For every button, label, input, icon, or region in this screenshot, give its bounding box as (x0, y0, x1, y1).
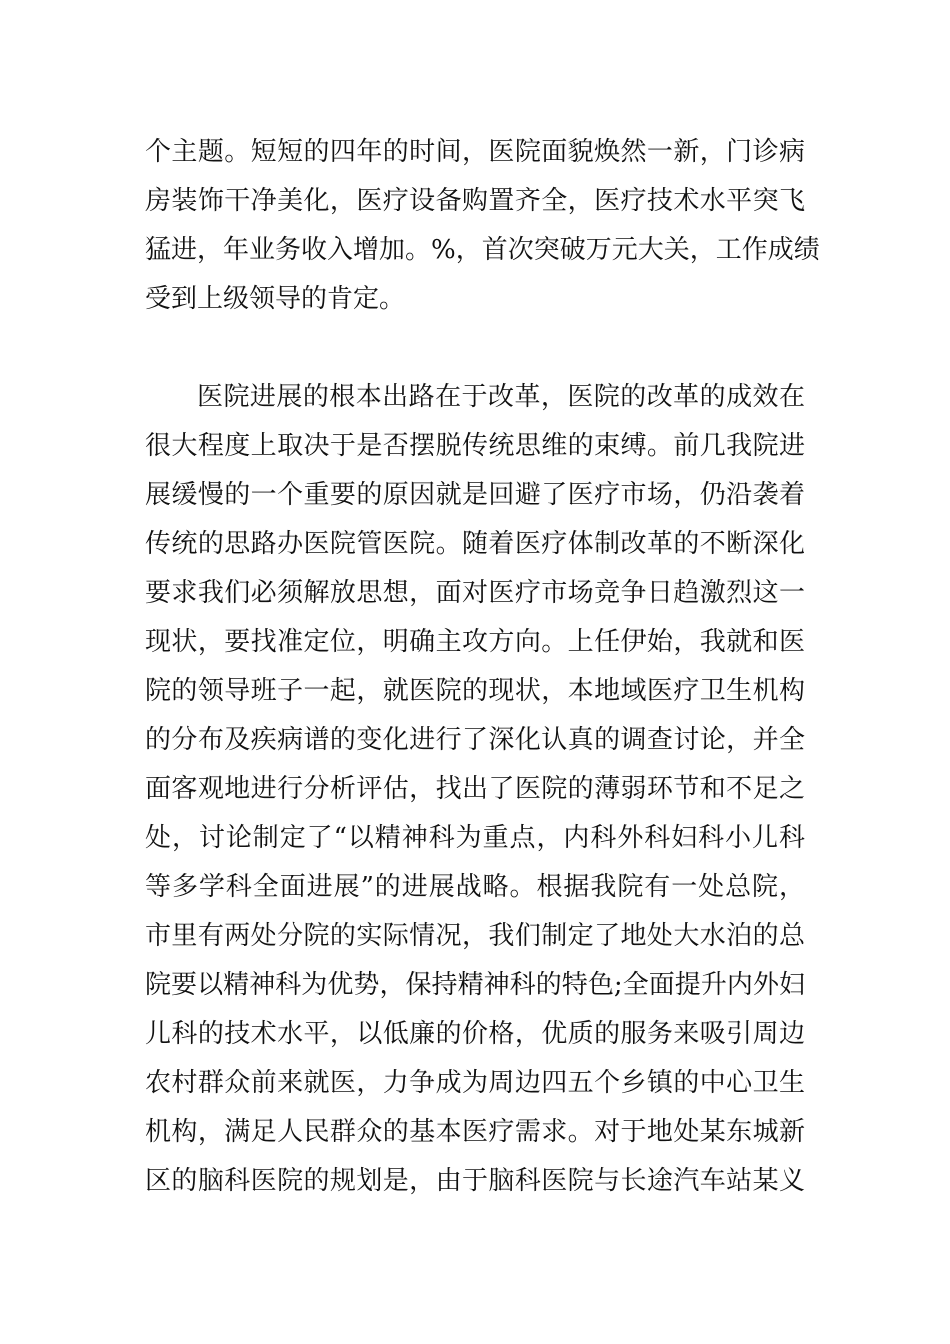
text-line: 市里有两处分院的实际情况，我们制定了地处大水泊的总 (145, 921, 805, 951)
text-line: 很大程度上取决于是否摆脱传统思维的束缚。前几我院进 (145, 431, 805, 461)
text-line: 个主题。短短的四年的时间，医院面貌焕然一新，门诊病 (145, 137, 805, 167)
text-line: 农村群众前来就医，力争成为周边四五个乡镇的中心卫生 (145, 1068, 805, 1098)
text-line: 处，讨论制定了“以精神科为重点，内科外科妇科小儿科 (145, 823, 805, 853)
text-line: 传统的思路办医院管医院。随着医疗体制改革的不断深化 (145, 529, 805, 559)
paragraph-1 (145, 128, 820, 324)
text-line: 院要以精神科为优势，保持精神科的特色;全面提升内外妇 (145, 970, 805, 1000)
text-line: 医院进展的根本出路在于改革，医院的改革的成效在 (197, 382, 805, 412)
text-line: 区的脑科医院的规划是，由于脑科医院与长途汽车站某义 (145, 1166, 805, 1196)
text-line: 面客观地进行分析评估，找出了医院的薄弱环节和不足之 (145, 774, 805, 804)
text-line: 要求我们必须解放思想，面对医疗市场竞争日趋激烈这一 (145, 578, 805, 608)
text-line: 展缓慢的一个重要的原因就是回避了医疗市场，仍沿袭着 (145, 480, 805, 510)
text-line: 猛进，年业务收入增加。%，首次突破万元大关，工作成绩 (145, 235, 820, 265)
text-line: 机构，满足人民群众的基本医疗需求。对于地处某东城新 (145, 1117, 805, 1147)
text-line: 受到上级领导的肯定。 (145, 284, 406, 314)
text-line: 现状，要找准定位，明确主攻方向。上任伊始，我就和医 (145, 627, 805, 657)
text-line: 房装饰干净美化，医疗设备购置齐全，医疗技术水平突飞 (145, 186, 805, 216)
text-line: 儿科的技术水平，以低廉的价格，优质的服务来吸引周边 (145, 1019, 805, 1049)
text-line: 院的领导班子一起，就医院的现状，本地域医疗卫生机构 (145, 676, 805, 706)
text-line: 等多学科全面进展”的进展战略。根据我院有一处总院， (145, 872, 805, 902)
paragraph-2 (145, 373, 805, 1206)
text-line: 的分布及疾病谱的变化进行了深化认真的调查讨论，并全 (145, 725, 805, 755)
